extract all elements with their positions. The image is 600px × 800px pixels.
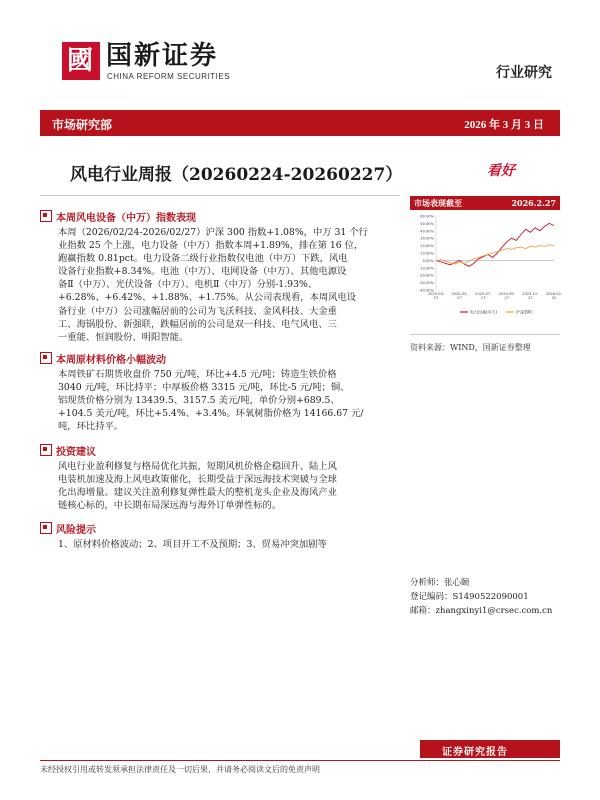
y-tick-label: 30.00%: [420, 236, 434, 241]
brand-name-en: CHINA REFORM SECURITIES: [107, 72, 231, 81]
series-line-1: [436, 245, 554, 264]
chart-date: 2026.2.27: [511, 198, 556, 208]
logo-glyph: 國: [67, 46, 94, 76]
y-tick-label: 40.00%: [420, 229, 434, 234]
footer-label: 证券研究报告: [442, 747, 508, 758]
x-tick-label: 27: [433, 296, 439, 300]
x-tick-label: 2025-09-: [498, 292, 515, 296]
chart-title: 市场表现截至: [414, 198, 462, 208]
section-marker-icon: [40, 444, 52, 456]
report-type: 行业研究: [496, 65, 552, 81]
section-marker-icon: [40, 210, 52, 222]
section-body-risk: 1、原材料价格波动；2、项目开工不及预期；3、贸易冲突加剧等: [58, 539, 327, 550]
x-tick-label: 2025-07-: [475, 292, 492, 296]
analyst-registration: 登记编码：S1490522090001: [410, 592, 529, 602]
section-marker-icon: [40, 522, 52, 534]
report-date: 2026 年 3 月 3 日: [464, 119, 544, 131]
y-tick-label: 10.00%: [420, 251, 434, 256]
series-line-0: [436, 223, 554, 266]
chart-title-band: [410, 196, 560, 210]
section-heading-materials: 本周原材料价格小幅波动: [40, 352, 166, 366]
analyst-email[interactable]: 邮箱：zhangxinyi1@crsec.com.cn: [410, 606, 553, 616]
y-tick-label: 50.00%: [420, 221, 434, 226]
section-body-advice: 风电行业盈利修复与格局优化共振，短期风机价格企稳回升、陆上风 电装机加速及海上风电政策催化，长期受益于深远海技术突破与全球 化出海增量。建议关注盈利修复弹性最大的整机龙头企业及海风产业 链核心标的，中长期布局深远海与海外订单弹性标的。: [58, 461, 337, 512]
rating-label: 看好: [487, 163, 515, 179]
department-band: [40, 110, 560, 136]
footer-divider: [40, 760, 560, 761]
legend-label-1: 沪深300: [516, 309, 532, 315]
y-tick-label: 20.00%: [420, 244, 434, 249]
y-tick-label: 0.00%: [422, 258, 434, 263]
x-tick-label: 27: [504, 296, 510, 300]
legend-label-0: 电力设备(中万): [470, 309, 498, 315]
section-heading-risk: 风险提示: [40, 522, 96, 536]
x-tick-label: 2025-05-: [451, 292, 468, 296]
x-tick-label: 2026-02-: [545, 292, 563, 296]
title-divider: [40, 195, 400, 196]
y-tick-label: -20.00%: [419, 273, 434, 278]
source-divider: [410, 334, 560, 335]
section-body-index: 本周（2026/02/24-2026/02/27）沪深 300 指数+1.08%，中万 31 个行 业指数 25 个上涨，电力设备（中万）指数本周+1.89%，排在第 16 位， 跑赢指数 0.81pct。电力设备二级行业指数仅电池（中万）下跌，风电 设备行业指数+8.34%。电池（中万）、电网设备（中万）、其他电源设 备Ⅱ（中万）、光伏设备（中万）、电机Ⅱ（中万）分别-1.93%、 +6.28%、+6.42%、+1.88%、+1.75%。从公司表现看，本周风电设 备行业（中万）公司涨幅居前的公司为飞沃科技、金风科技、大金重 工、海锅股份、新强联，跌幅居前的公司是双一科技、电气风电、三 一重能、恒润股份、明阳智能。: [58, 227, 368, 343]
footer-band: [420, 740, 560, 758]
section-heading-advice: 投资建议: [40, 444, 96, 458]
performance-chart: [410, 212, 563, 322]
x-tick-label: 25: [551, 296, 557, 300]
section-body-materials: 本周铁矿石期货收盘价 750 元/吨，环比+4.5 元/吨；铸造生铁价格 3040 元/吨，环比持平；中厚板价格 3315 元/吨，环比-5 元/吨；铜、 铝现货价格分别为 13439.5、3157.5 美元/吨，单价分别+689.5、 +104.5 美元/吨，环比+5.4%、+3.4%。环氧树脂价格为 14166.67 元/ 吨，环比持平。: [58, 369, 364, 433]
report-title: 风电行业周报（20260224-20260227）: [70, 165, 403, 185]
chart-source: 资料来源：WIND，国新证券整理: [410, 343, 531, 352]
brand-logo: [62, 42, 100, 80]
x-tick-label: 2025-12-: [522, 292, 539, 296]
x-tick-label: 27: [480, 296, 486, 300]
section-marker-icon: [40, 352, 52, 364]
performance-chart-svg: [410, 212, 563, 322]
x-tick-label: 2025-02-: [427, 292, 445, 296]
section-heading-index: 本周风电设备（中万）指数表现: [40, 210, 196, 224]
brand-name-cn: 国新证券: [106, 41, 219, 71]
y-tick-label: -10.00%: [419, 266, 434, 271]
x-tick-label: 27: [457, 296, 462, 300]
department-label: 市场研究部: [52, 118, 113, 132]
y-tick-label: -30.00%: [419, 281, 434, 286]
analyst-name: 分析师：张心颐: [410, 578, 470, 588]
y-tick-label: 60.00%: [420, 214, 434, 219]
disclaimer: 未经授权引用或转发须承担法律责任及一切后果，并请务必阅读文后的免责声明: [40, 765, 320, 774]
y-tick-label: -40.00%: [419, 288, 434, 293]
x-tick-label: 27: [528, 296, 533, 300]
